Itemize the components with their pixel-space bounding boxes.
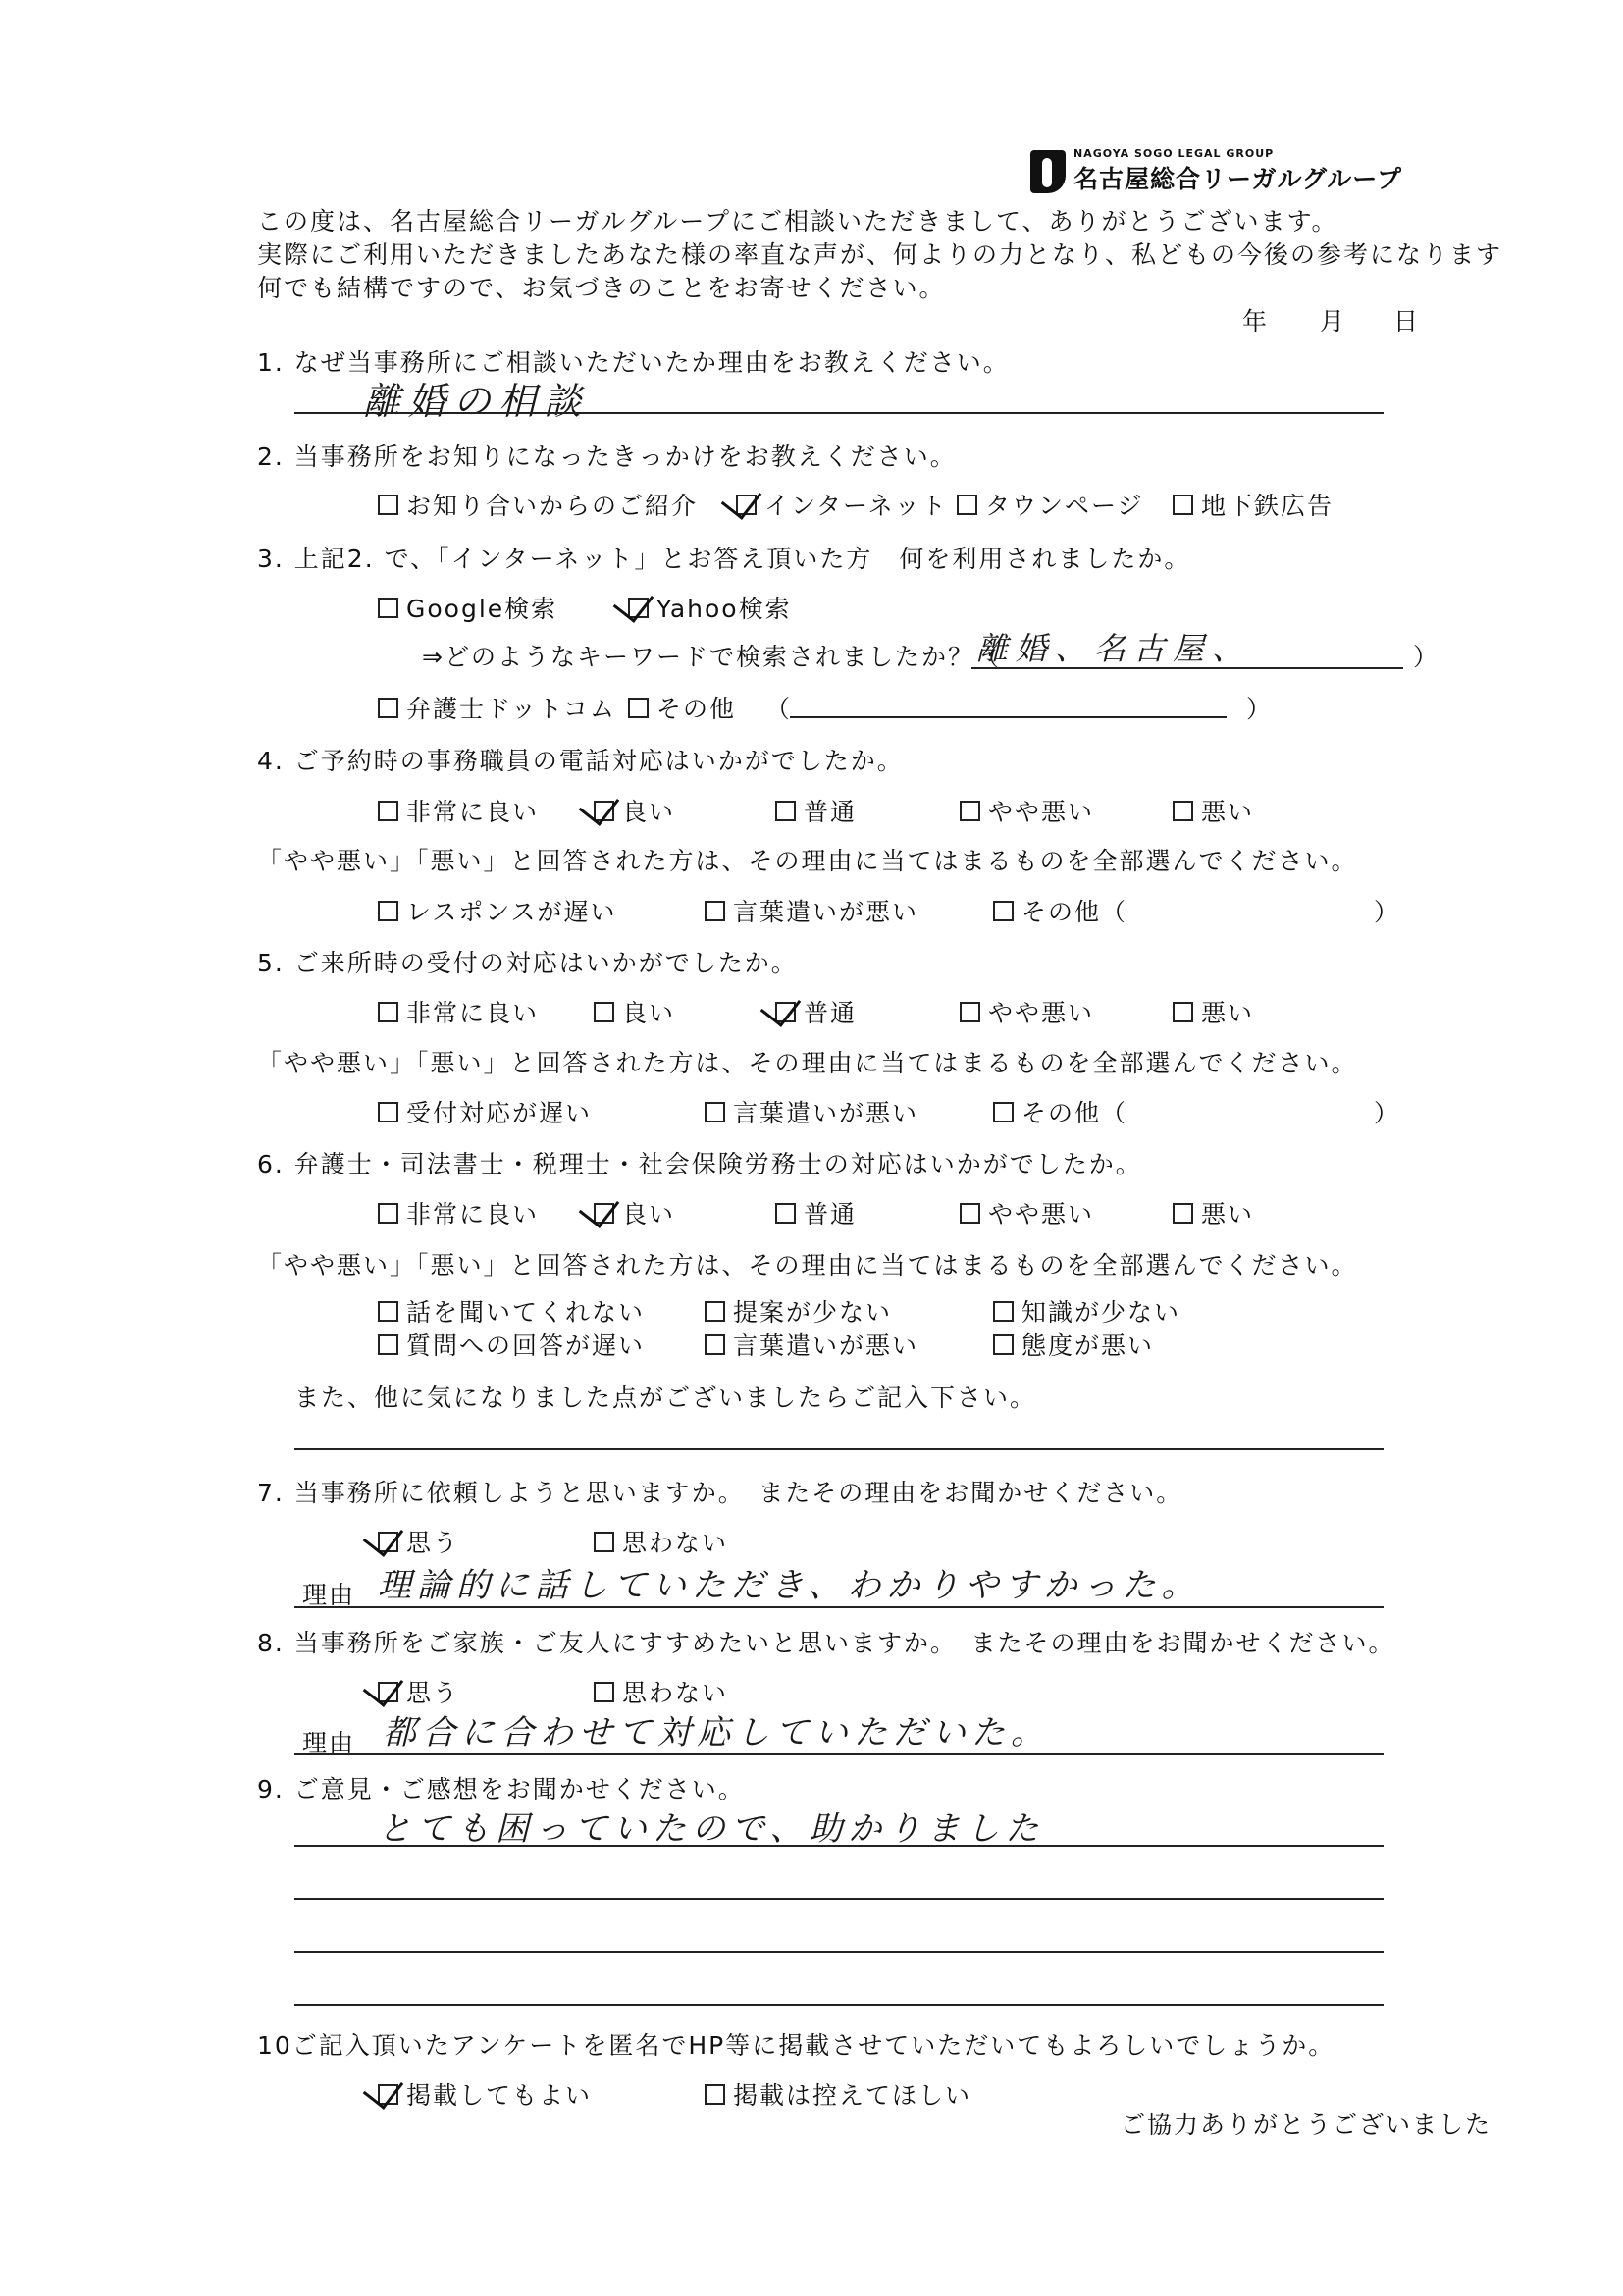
- q3-keyword-line: [971, 667, 1403, 669]
- checkbox-checked[interactable]: [736, 495, 757, 515]
- q3-other-line[interactable]: [790, 716, 1227, 718]
- q5-sub: 「やや悪い」「悪い」と回答された方は、その理由に当てはまるものを全部選んでください。: [257, 1049, 1358, 1077]
- q5-title: 5. ご来所時の受付の対応はいかがでしたか。: [257, 949, 798, 977]
- q7-reason: 理論的に話していただき、わかりやすかった。: [378, 1566, 1201, 1605]
- option-label: その他（: [1021, 898, 1128, 926]
- checkbox[interactable]: [378, 698, 398, 718]
- option-label: 良い: [622, 798, 676, 826]
- checkbox[interactable]: [378, 495, 398, 515]
- logo-english: NAGOYA SOGO LEGAL GROUP: [1073, 147, 1275, 160]
- q4-reason-close: ）: [1374, 898, 1401, 926]
- company-logo: [1030, 147, 1402, 195]
- option-label: 思わない: [622, 1529, 729, 1557]
- q4-option-bad[interactable]: [1173, 793, 1254, 828]
- q6-option-normal[interactable]: [775, 1195, 857, 1230]
- checkbox-checked[interactable]: [628, 598, 649, 618]
- option-label: 普通: [804, 798, 858, 826]
- q2-title: 2. 当事務所をお知りになったきっかけをお教えください。: [257, 443, 957, 471]
- checkbox[interactable]: [1173, 1002, 1193, 1022]
- date-day: 日: [1393, 307, 1421, 336]
- q6-reason-few-proposals[interactable]: [705, 1293, 892, 1329]
- option-label: インターネット: [764, 492, 948, 520]
- q6-sub: 「やや悪い」「悪い」と回答された方は、その理由に当てはまるものを全部選んでください。: [257, 1251, 1358, 1279]
- q5-reason-close: ）: [1374, 1099, 1401, 1127]
- date-month: 月: [1320, 307, 1347, 336]
- q4-option-somewhat-bad[interactable]: [960, 793, 1094, 828]
- q5-option-bad[interactable]: [1173, 994, 1254, 1029]
- option-label: Yahoo検索: [656, 595, 792, 623]
- checkbox[interactable]: [993, 1334, 1014, 1355]
- q2-option-referral[interactable]: [378, 487, 698, 522]
- q8-reason: 都合に合わせて対応していただいた。: [383, 1713, 1050, 1752]
- checkbox[interactable]: [705, 901, 725, 921]
- checkbox[interactable]: [378, 1203, 398, 1224]
- checkbox[interactable]: [378, 801, 398, 821]
- option-label: その他（: [1021, 1099, 1128, 1127]
- checkbox[interactable]: [775, 1203, 796, 1224]
- checkbox[interactable]: [993, 1301, 1014, 1322]
- checkbox[interactable]: [993, 1102, 1014, 1122]
- checkbox[interactable]: [378, 1002, 398, 1022]
- option-label: やや悪い: [988, 1200, 1095, 1228]
- q3-option-google[interactable]: [378, 590, 557, 625]
- q8-title: 8. 当事務所をご家族・ご友人にすすめたいと思いますか。 またその理由をお聞かせください。: [257, 1629, 1395, 1657]
- q6-option-very-good[interactable]: [378, 1195, 539, 1230]
- q8-option-yes[interactable]: [378, 1674, 459, 1709]
- option-label: やや悪い: [988, 798, 1095, 826]
- q9-line-3: [294, 1951, 1384, 1953]
- checkbox[interactable]: [957, 495, 977, 515]
- q7-reason-label: 理由: [302, 1581, 356, 1609]
- q6-reason-little-knowledge[interactable]: [993, 1293, 1180, 1329]
- closing-thanks: ご協力ありがとうございました: [1121, 2111, 1492, 2139]
- q10-option-allow[interactable]: [378, 2076, 592, 2112]
- date-year: 年: [1242, 307, 1270, 336]
- option-label: 非常に良い: [406, 798, 540, 826]
- q5-option-very-good[interactable]: [378, 994, 539, 1029]
- checkbox[interactable]: [1173, 1203, 1193, 1224]
- checkbox[interactable]: [378, 1102, 398, 1122]
- q4-option-good[interactable]: [594, 793, 675, 828]
- q7-option-yes[interactable]: [378, 1524, 459, 1559]
- q4-reason-other[interactable]: [993, 893, 1127, 928]
- q9-line-2: [294, 1898, 1384, 1900]
- option-label: 悪い: [1201, 999, 1255, 1027]
- option-label: 言葉遣いが悪い: [733, 898, 919, 926]
- q6-other-prompt: また、他に気になりました点がございましたらご記入下さい。: [294, 1383, 1037, 1412]
- q9-answer: とても困っていたので、助かりました: [378, 1809, 1045, 1849]
- option-label: その他: [656, 695, 737, 723]
- option-label: 態度が悪い: [1021, 1331, 1155, 1360]
- q7-title: 7. 当事務所に依頼しようと思いますか。 またその理由をお聞かせください。: [257, 1479, 1183, 1507]
- q3-title: 3. 上記2. で、「インターネット」とお答え頂いた方 何を利用されましたか。: [257, 545, 1191, 573]
- checkbox[interactable]: [628, 698, 649, 718]
- q2-option-townpage[interactable]: [957, 487, 1144, 522]
- q5-reason-language[interactable]: [705, 1094, 918, 1129]
- option-label: タウンページ: [985, 492, 1144, 520]
- checkbox[interactable]: [378, 1334, 398, 1355]
- checkbox[interactable]: [705, 1102, 725, 1122]
- option-label: 知識が少ない: [1021, 1298, 1181, 1327]
- q6-option-good[interactable]: [594, 1195, 675, 1230]
- option-label: 地下鉄広告: [1201, 492, 1335, 520]
- q9-line-4: [294, 2004, 1384, 2006]
- q5-option-somewhat-bad[interactable]: [960, 994, 1094, 1029]
- q10-option-decline[interactable]: [705, 2076, 971, 2112]
- q5-reason-other[interactable]: [993, 1094, 1127, 1129]
- q3-keyword-label: ⇒どのようなキーワードで検索されましたか？（: [422, 643, 1001, 671]
- q8-option-no[interactable]: [594, 1674, 728, 1709]
- checkbox[interactable]: [594, 1532, 614, 1552]
- logo-mark-icon: [1030, 150, 1066, 193]
- option-label: お知り合いからのご紹介: [406, 492, 699, 520]
- checkbox-checked[interactable]: [594, 801, 614, 821]
- checkbox-checked[interactable]: [378, 1682, 398, 1702]
- q4-reason-language[interactable]: [705, 893, 918, 928]
- q6-reason-language[interactable]: [705, 1327, 918, 1362]
- q9-title: 9. ご意見・ご感想をお聞かせください。: [257, 1775, 745, 1803]
- option-label: 話を聞いてくれない: [406, 1298, 646, 1327]
- option-label: 悪い: [1201, 1200, 1255, 1228]
- checkbox-checked[interactable]: [378, 1532, 398, 1552]
- q3-other-close: ）: [1246, 695, 1274, 723]
- q6-other-line[interactable]: [294, 1448, 1384, 1450]
- checkbox[interactable]: [960, 1002, 980, 1022]
- checkbox[interactable]: [378, 1301, 398, 1322]
- checkbox[interactable]: [1173, 801, 1193, 821]
- option-label: 非常に良い: [406, 1200, 540, 1228]
- q6-reason-slow-answers[interactable]: [378, 1327, 645, 1362]
- option-label: 非常に良い: [406, 999, 540, 1027]
- q8-reason-line: [294, 1753, 1384, 1755]
- option-label: 思う: [406, 1529, 460, 1557]
- checkbox[interactable]: [705, 1334, 725, 1355]
- q4-reason-response[interactable]: [378, 893, 617, 928]
- checkbox-checked[interactable]: [775, 1002, 796, 1022]
- q4-option-very-good[interactable]: [378, 793, 539, 828]
- option-label: 質問への回答が遅い: [406, 1331, 646, 1360]
- checkbox[interactable]: [993, 901, 1014, 921]
- intro-line-1: この度は、名古屋総合リーガルグループにご相談いただきまして、ありがとうございます。: [257, 207, 1338, 235]
- q6-reason-attitude[interactable]: [993, 1327, 1154, 1362]
- q6-option-somewhat-bad[interactable]: [960, 1195, 1094, 1230]
- q8-reason-label: 理由: [302, 1729, 356, 1757]
- q7-reason-line: [294, 1606, 1384, 1608]
- q4-title: 4. ご予約時の事務職員の電話対応はいかがでしたか。: [257, 747, 904, 775]
- q3-keyword-close: ）: [1413, 643, 1440, 671]
- q1-answer-line: [294, 412, 1384, 414]
- checkbox[interactable]: [594, 1682, 614, 1702]
- q7-option-no[interactable]: [594, 1524, 728, 1559]
- option-label: 言葉遣いが悪い: [733, 1331, 919, 1360]
- checkbox[interactable]: [775, 801, 796, 821]
- option-label: 掲載してもよい: [406, 2081, 593, 2110]
- option-label: 悪い: [1201, 798, 1255, 826]
- intro-line-2: 実際にご利用いただきましたあなた様の率直な声が、何よりの力となり、私どもの今後の参考になります: [257, 240, 1503, 269]
- q5-option-good[interactable]: [594, 994, 675, 1029]
- checkbox[interactable]: [960, 1203, 980, 1224]
- q3-keyword-answer: 離婚、名古屋、: [976, 630, 1252, 667]
- checkbox-checked[interactable]: [594, 1203, 614, 1224]
- q6-reason-not-listening[interactable]: [378, 1293, 645, 1329]
- q1-title: 1. なぜ当事務所にご相談いただいたか理由をお教えください。: [257, 348, 1010, 377]
- option-label: 提案が少ない: [733, 1298, 893, 1327]
- checkbox[interactable]: [705, 2084, 725, 2105]
- logo-japanese: 名古屋総合リーガルグループ: [1073, 165, 1403, 193]
- q10-title: 10ご記入頂いたアンケートを匿名でHP等に掲載させていただいてもよろしいでしょうか。: [257, 2031, 1335, 2060]
- option-label: 普通: [804, 999, 858, 1027]
- option-label: 普通: [804, 1200, 858, 1228]
- q6-option-bad[interactable]: [1173, 1195, 1254, 1230]
- q4-option-normal[interactable]: [775, 793, 857, 828]
- option-label: 良い: [622, 999, 676, 1027]
- q2-option-subway-ad[interactable]: [1173, 487, 1334, 522]
- q9-line-1: [294, 1845, 1384, 1847]
- q3-other-open: （: [765, 695, 793, 723]
- option-label: 受付対応が遅い: [406, 1099, 593, 1127]
- option-label: やや悪い: [988, 999, 1095, 1027]
- option-label: 思わない: [622, 1679, 729, 1707]
- q3-option-yahoo[interactable]: [628, 590, 792, 625]
- option-label: 言葉遣いが悪い: [733, 1099, 919, 1127]
- checkbox-checked[interactable]: [378, 2084, 398, 2105]
- q5-option-normal[interactable]: [775, 994, 857, 1029]
- option-label: 思う: [406, 1679, 460, 1707]
- option-label: 良い: [622, 1200, 676, 1228]
- checkbox[interactable]: [705, 1301, 725, 1322]
- option-label: 弁護士ドットコム: [406, 695, 617, 723]
- option-label: レスポンスが遅い: [406, 898, 617, 926]
- q4-sub: 「やや悪い」「悪い」と回答された方は、その理由に当てはまるものを全部選んでください。: [257, 847, 1358, 875]
- q3-option-other[interactable]: [628, 690, 736, 725]
- q5-reason-slow[interactable]: [378, 1094, 592, 1129]
- checkbox[interactable]: [378, 598, 398, 618]
- q6-title: 6. 弁護士・司法書士・税理士・社会保険労務士の対応はいかがでしたか。: [257, 1150, 1142, 1178]
- q2-option-internet[interactable]: [736, 487, 948, 522]
- checkbox[interactable]: [960, 801, 980, 821]
- checkbox[interactable]: [594, 1002, 614, 1022]
- checkbox[interactable]: [378, 901, 398, 921]
- option-label: 掲載は控えてほしい: [733, 2081, 972, 2110]
- option-label: Google検索: [406, 595, 558, 623]
- q1-answer: 離婚の相談: [363, 380, 590, 423]
- intro-line-3: 何でも結構ですので、お気づきのことをお寄せください。: [257, 274, 946, 302]
- q3-option-bengoshi[interactable]: [378, 690, 616, 725]
- checkbox[interactable]: [1173, 495, 1193, 515]
